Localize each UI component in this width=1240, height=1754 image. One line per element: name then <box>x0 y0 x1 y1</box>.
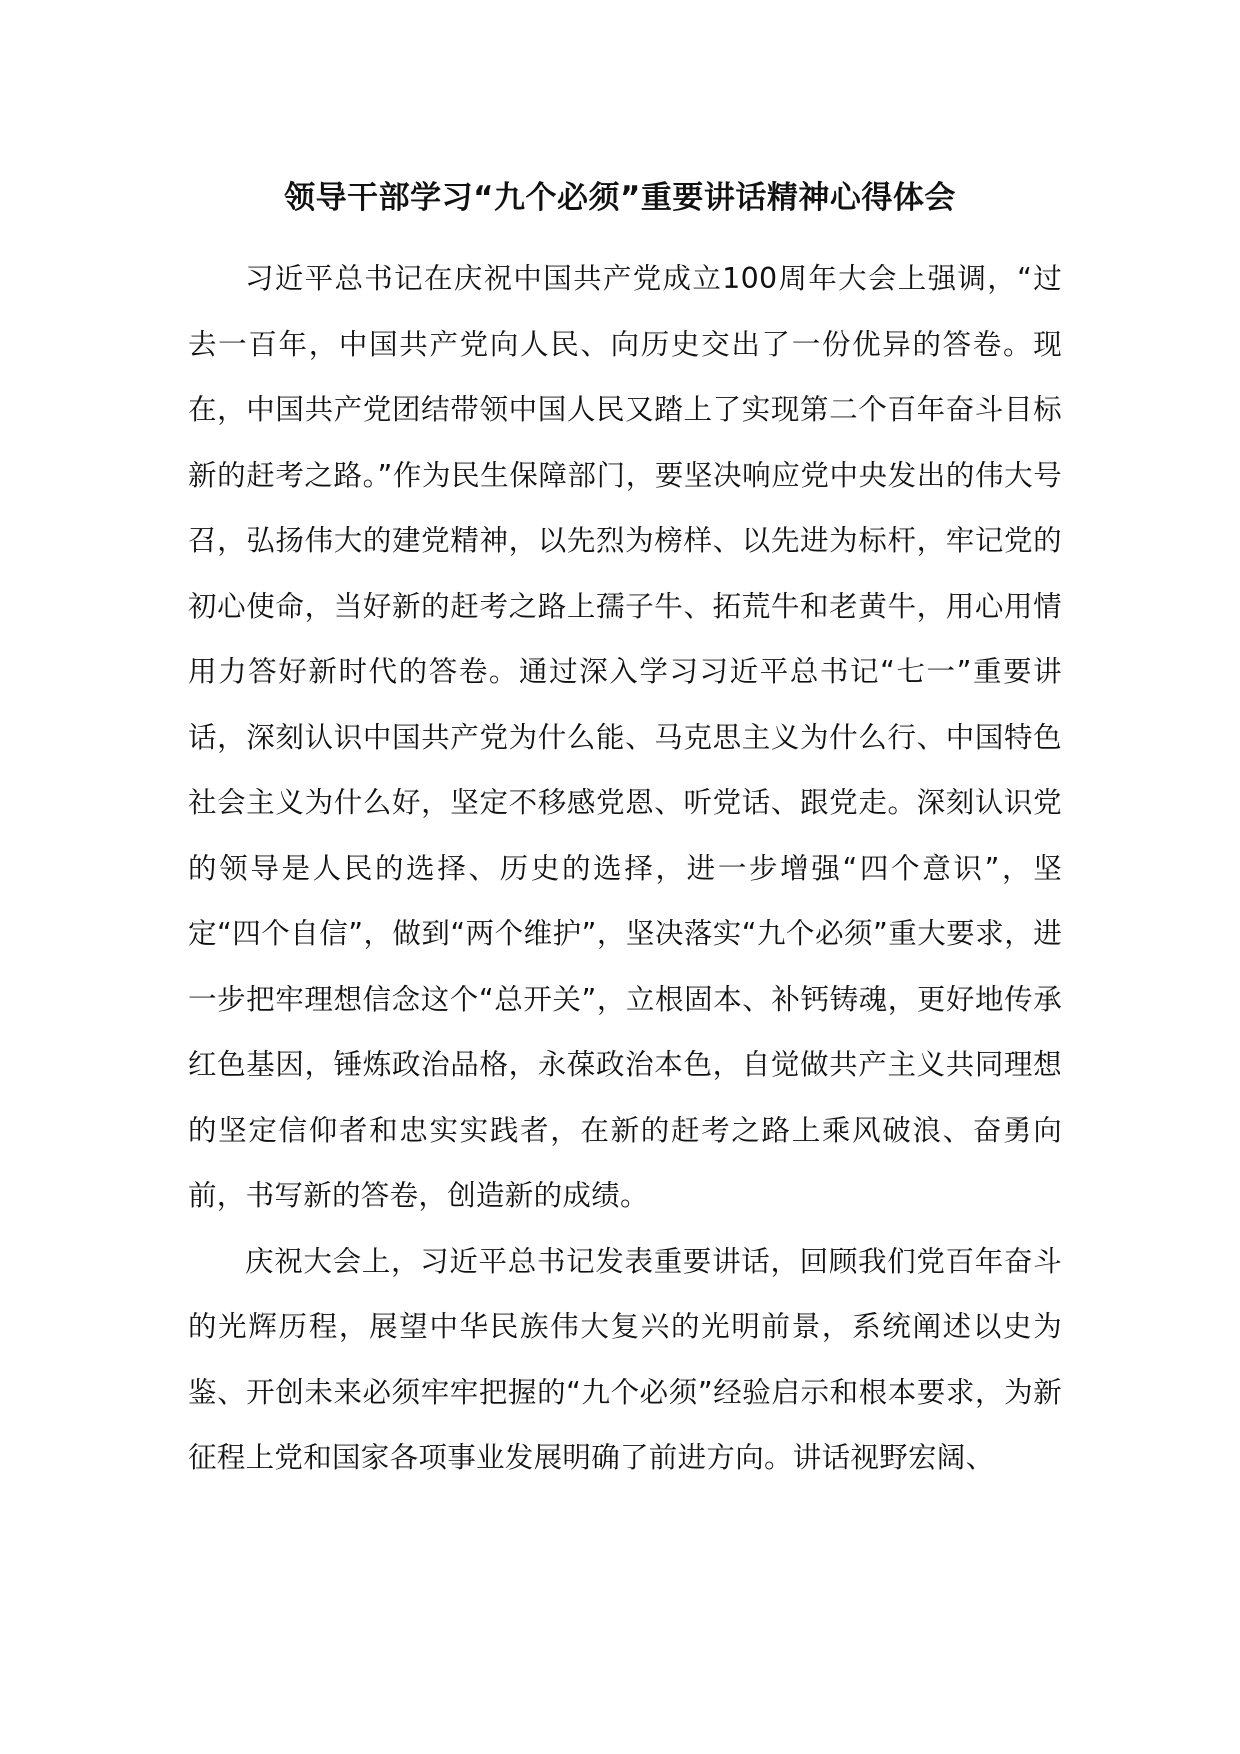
paragraph-1: 习近平总书记在庆祝中国共产党成立100周年大会上强调，“过去一百年，中国共产党向人民、向历史交出了一份优异的答卷。现在，中国共产党团结带领中国人民又踏上了实现第二个百年奋斗目标新的赶考之路。”作为民生保障部门，要坚决响应党中央发出的伟大号召，弘扬伟大的建党精神，以先烈为榜样、以先进为标杆，牢记党的初心使命，当好新的赶考之路上孺子牛、拓荒牛和老黄牛，用心用情用力答好新时代的答卷。通过深入学习习近平总书记“七一”重要讲话，深刻认识中国共产党为什么能、马克思主义为什么行、中国特色社会主义为什么好，坚定不移感党恩、听党话、跟党走。深刻认识党的领导是人民的选择、历史的选择，进一步增强“四个意识”，坚定“四个自信”，做到“两个维护”，坚决落实“九个必须”重大要求，进一步把牢理想信念这个“总开关”，立根固本、补钙铸魂，更好地传承红色基因，锤炼政治品格，永葆政治本色，自觉做共产主义共同理想的坚定信仰者和忠实实践者，在新的赶考之路上乘风破浪、奋勇向前，书写新的答卷，创造新的成绩。 <box>188 262 1062 1212</box>
document-title: 领导干部学习“九个必须”重要讲话精神心得体会 <box>284 180 956 216</box>
paragraph-2: 庆祝大会上，习近平总书记发表重要讲话，回顾我们党百年奋斗的光辉历程，展望中华民族伟大复兴的光明前景，系统阐述以史为鉴、开创未来必须牢牢把握的“九个必须”经验启示和根本要求，为新征程上党和国家各项事业发展明确了前进方向。讲话视野宏阔、 <box>188 1244 1062 1474</box>
document-body <box>188 246 1062 1491</box>
